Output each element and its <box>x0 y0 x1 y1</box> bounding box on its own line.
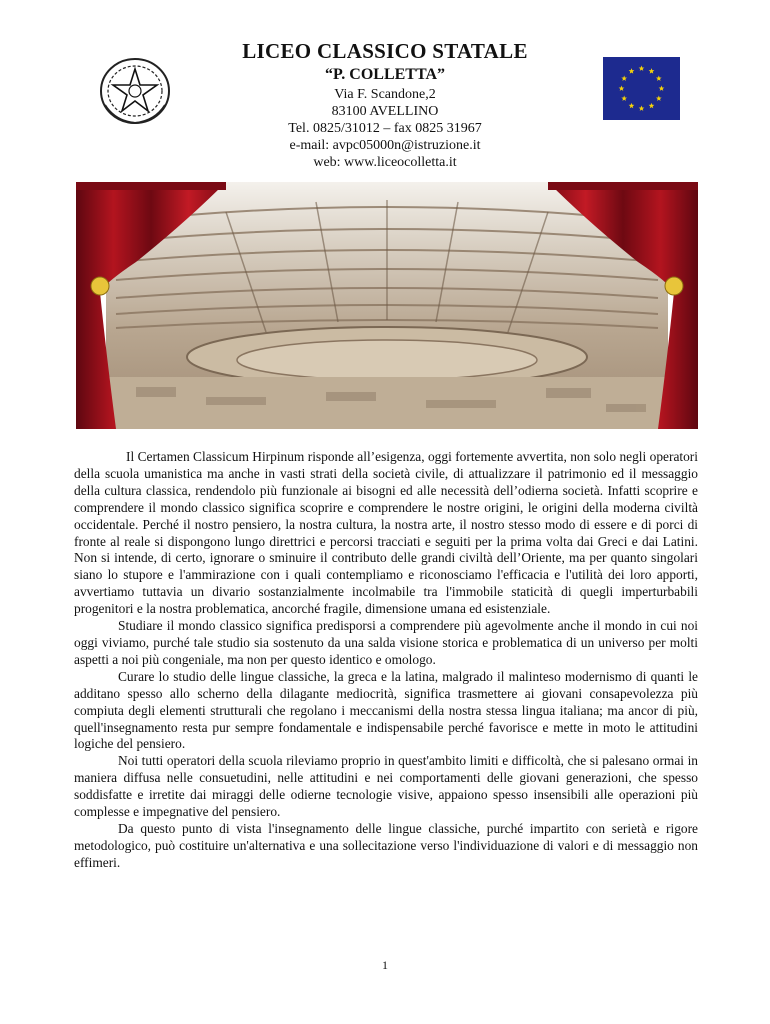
paragraph: Da questo punto di vista l'insegnamento delle lingue classiche, purché impartito con serietà e rigore metodologico, può costituire un'alternativa e una sollecitazione verso l'individuazione di valori e di messaggio non effimeri. <box>74 820 698 870</box>
italian-republic-emblem-icon <box>95 55 175 127</box>
theatre-banner-image <box>76 182 698 429</box>
letterhead <box>200 38 570 171</box>
school-title: LICEO CLASSICO STATALE <box>242 39 528 63</box>
paragraph: Il Certamen Classicum Hirpinum risponde all’esigenza, oggi fortemente avvertita, non solo negli operatori della scuola umanistica ma anche in vasti strati della società civile, di attualizzare il patrimonio ed il messaggio della cultura classica, rendendolo più funzionale ai bisogni ed alle necessità dell’odierna società. Infatti scoprire e comprendere il mondo classico significa scoprire e comprendere le nostre origini, le origini della moderna civiltà occidentale. Perché il nostro pensiero, la nostra cultura, la nostra arte, il nostro stesso modo di essere e di porci di fronte al reale si dispongono lungo direttrici e percorsi tracciati e seguiti per la prima volta dai Greci e dai Latini. Non si intende, di certo, ignorare o sminuire il contributo delle grandi civiltà dell’Oriente, ma per quanto singolari siano lo stupore e l'ammirazione con i quali contempliamo e riconosciamo l'efficacia e l'utilità dei loro apporti, avvertiamo tuttavia un divario sostanzialmente incolmabile tra l'immobile staticità di quegli imperturbabili progenitori e la nostra problematica, ancorché fragile, dimensione umana ed esistenziale. <box>74 449 698 617</box>
website: web: www.liceocolletta.it <box>313 155 457 170</box>
phone-fax: Tel. 0825/31012 – fax 0825 31967 <box>288 121 482 136</box>
page-number: 1 <box>382 958 388 972</box>
school-subtitle: “P. COLLETTA” <box>324 66 446 83</box>
address-line-2: 83100 AVELLINO <box>331 104 439 119</box>
document-body <box>74 449 698 872</box>
paragraph: Noi tutti operatori della scuola rileviamo proprio in quest'ambito limiti e difficoltà, che si palesano ormai in maniera diffusa nelle consuetudini, nelle attitudini e nei comportamenti delle giovani generazioni, che spesso soddisfatte e irretite dai miraggi delle odierne tecnologie visive, appaiono spesso insensibili alle operazioni più complesse e impegnative del pensiero. <box>74 753 698 820</box>
paragraph: Curare lo studio delle lingue classiche, la greca e la latina, malgrado il malinteso modernismo di quanti le additano spesso allo scherno della dilagante mediocrità, significa trasmettere ai giovani consapevolezza più compiuta degli elementi strutturali che regolano i meccanismi della nostra stessa lingua italiana; ma ancor di più, quell'insegnamento resta pur sempre fondamentale e indispensabile perché favorisce e mette in moto le attitudini logiche del pensiero. <box>74 668 698 752</box>
paragraph: Studiare il mondo classico significa predisporsi a comprendere più agevolmente anche il mondo in cui noi oggi viviamo, purché tale studio sia sostenuto da una salda visione storica e problematica di un universo per molti aspetti a noi più congeniale, ma non per questo identico e omologo. <box>74 618 698 667</box>
address-line-1: Via F. Scandone,2 <box>334 87 436 102</box>
eu-flag-icon <box>603 57 680 120</box>
email: e-mail: avpc05000n@istruzione.it <box>289 138 481 153</box>
